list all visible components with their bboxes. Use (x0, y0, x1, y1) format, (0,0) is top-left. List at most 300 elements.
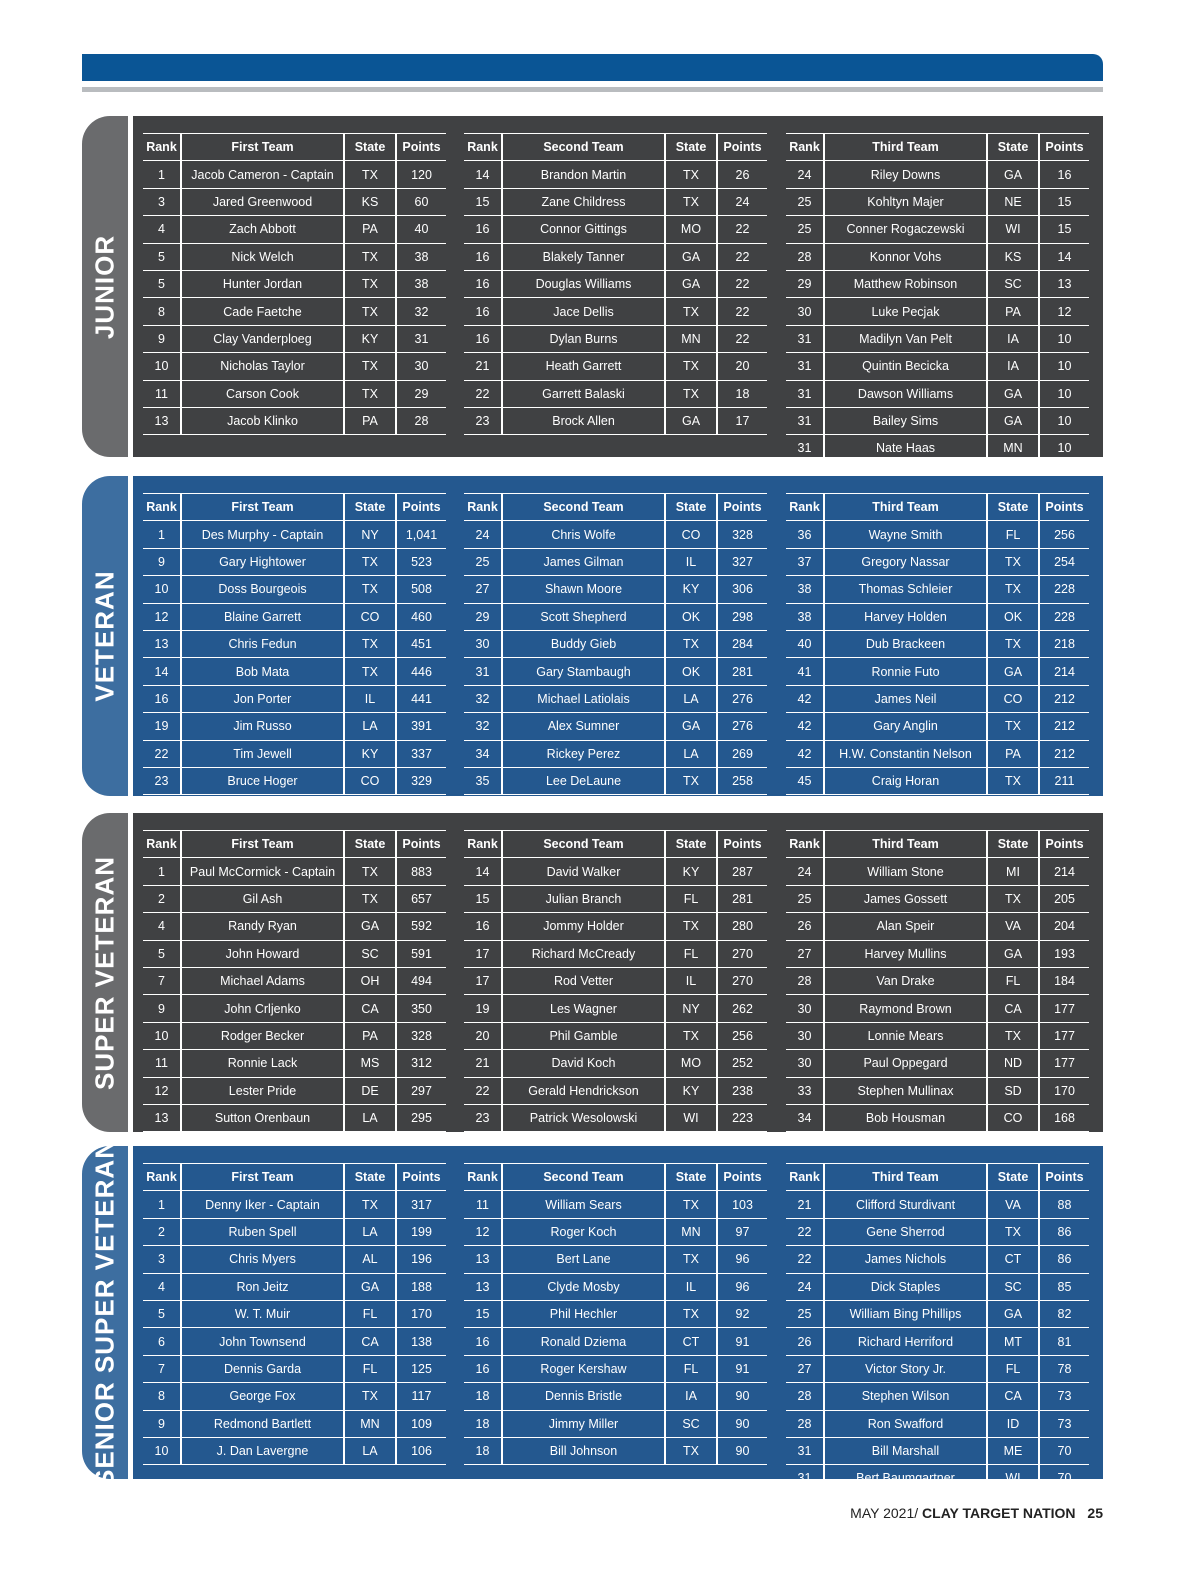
name-cell: J. Dan Lavergne (181, 1437, 344, 1464)
header-points: Points (396, 134, 446, 161)
header-rank: Rank (143, 1164, 181, 1191)
name-cell: Rodger Becker (181, 1022, 344, 1049)
state-cell: TX (987, 630, 1039, 657)
table-row (143, 188, 446, 215)
points-cell: 350 (396, 995, 446, 1022)
points-cell: 20 (717, 353, 767, 380)
rank-cell: 19 (464, 995, 502, 1022)
empty-row (464, 1465, 767, 1492)
team-table-first (143, 133, 446, 462)
rank-cell: 5 (143, 270, 181, 297)
table-row (464, 161, 767, 188)
name-cell: Ruben Spell (181, 1218, 344, 1245)
name-cell: Douglas Williams (502, 270, 665, 297)
name-cell: Quintin Becicka (824, 353, 987, 380)
header-team: Second Team (502, 831, 665, 858)
state-cell: DE (344, 1077, 396, 1104)
name-cell: Blakely Tanner (502, 243, 665, 270)
points-cell: 188 (396, 1273, 446, 1300)
state-cell: TX (344, 576, 396, 603)
header-points: Points (1039, 831, 1089, 858)
header-state: State (344, 1164, 396, 1191)
table-row (786, 270, 1089, 297)
name-cell: Roger Koch (502, 1218, 665, 1245)
table-row (464, 1077, 767, 1104)
points-cell: 10 (1039, 380, 1089, 407)
table-row (143, 630, 446, 657)
points-cell: 276 (717, 713, 767, 740)
header-state: State (987, 831, 1039, 858)
rank-cell: 31 (786, 407, 824, 434)
points-cell: 90 (717, 1437, 767, 1464)
points-cell: 170 (1039, 1077, 1089, 1104)
state-cell: OK (665, 658, 717, 685)
state-cell: SD (987, 1077, 1039, 1104)
points-cell: 328 (396, 1022, 446, 1049)
table-row (464, 188, 767, 215)
rank-cell: 30 (786, 995, 824, 1022)
name-cell: Lee DeLaune (502, 767, 665, 794)
rank-cell: 28 (786, 243, 824, 270)
rank-cell: 5 (143, 940, 181, 967)
name-cell: Kohltyn Majer (824, 188, 987, 215)
table-row (464, 407, 767, 434)
rank-cell: 24 (464, 521, 502, 548)
table-row (786, 1383, 1089, 1410)
table-row (464, 325, 767, 352)
table-row (786, 885, 1089, 912)
table-row (786, 1104, 1089, 1131)
state-cell: GA (987, 1300, 1039, 1327)
rank-cell: 35 (464, 767, 502, 794)
points-cell: 10 (1039, 353, 1089, 380)
state-cell: TX (665, 913, 717, 940)
name-cell: Jim Russo (181, 713, 344, 740)
rank-cell: 22 (786, 1246, 824, 1273)
table-row (464, 603, 767, 630)
state-cell: CA (344, 1328, 396, 1355)
table-row (143, 1437, 446, 1464)
state-cell: GA (987, 161, 1039, 188)
header-team: First Team (181, 1164, 344, 1191)
table-row (143, 1077, 446, 1104)
name-cell: John Townsend (181, 1328, 344, 1355)
header-rank: Rank (143, 494, 181, 521)
name-cell: Harvey Holden (824, 603, 987, 630)
points-cell: 460 (396, 603, 446, 630)
table-row (143, 1300, 446, 1327)
points-cell: 12 (1039, 298, 1089, 325)
points-cell: 193 (1039, 940, 1089, 967)
name-cell: Buddy Gieb (502, 630, 665, 657)
header-points: Points (717, 494, 767, 521)
team-table-second (464, 133, 767, 462)
table-row (143, 1246, 446, 1273)
name-cell: Michael Adams (181, 967, 344, 994)
table-row (143, 1328, 446, 1355)
state-cell: KY (344, 325, 396, 352)
name-cell: George Fox (181, 1383, 344, 1410)
rank-cell: 31 (786, 353, 824, 380)
state-cell: FL (344, 1300, 396, 1327)
table-row (143, 713, 446, 740)
name-cell: Gary Hightower (181, 548, 344, 575)
points-cell: 17 (717, 407, 767, 434)
team-table-first (143, 1163, 446, 1492)
points-cell: 306 (717, 576, 767, 603)
points-cell: 657 (396, 885, 446, 912)
rank-cell: 34 (464, 740, 502, 767)
state-cell: TX (344, 270, 396, 297)
state-cell: OK (665, 603, 717, 630)
name-cell: Lonnie Mears (824, 1022, 987, 1049)
name-cell: Dawson Williams (824, 380, 987, 407)
header-team: Third Team (824, 494, 987, 521)
rank-cell: 28 (786, 1383, 824, 1410)
rank-cell: 7 (143, 967, 181, 994)
state-cell: TX (987, 1218, 1039, 1245)
header-points: Points (1039, 134, 1089, 161)
state-cell: TX (344, 1383, 396, 1410)
name-cell: W. T. Muir (181, 1300, 344, 1327)
rank-cell: 10 (143, 1437, 181, 1464)
name-cell: Zach Abbott (181, 216, 344, 243)
state-cell: TX (987, 548, 1039, 575)
points-cell: 92 (717, 1300, 767, 1327)
table-header-row (143, 494, 446, 521)
rank-cell: 26 (786, 913, 824, 940)
team-table-second (464, 830, 767, 1132)
name-cell: Rod Vetter (502, 967, 665, 994)
team-table-third (786, 1163, 1089, 1493)
table-row (786, 685, 1089, 712)
name-cell: Craig Horan (824, 767, 987, 794)
state-cell: TX (344, 548, 396, 575)
team-table-third (786, 493, 1089, 795)
table-row (786, 1191, 1089, 1218)
table-row (464, 1300, 767, 1327)
name-cell: Des Murphy - Captain (181, 521, 344, 548)
section-veteran (82, 476, 1103, 796)
name-cell: Nick Welch (181, 243, 344, 270)
points-cell: 22 (717, 216, 767, 243)
name-cell: Madilyn Van Pelt (824, 325, 987, 352)
state-cell: FL (987, 1355, 1039, 1382)
name-cell: Nate Haas (824, 435, 987, 462)
name-cell: Paul Oppegard (824, 1050, 987, 1077)
state-cell: OH (344, 967, 396, 994)
header-state: State (344, 831, 396, 858)
points-cell: 22 (717, 325, 767, 352)
rank-cell: 30 (464, 630, 502, 657)
rank-cell: 9 (143, 1410, 181, 1437)
state-cell: NE (987, 188, 1039, 215)
rank-cell: 14 (143, 658, 181, 685)
state-cell: NY (344, 521, 396, 548)
name-cell: Gary Stambaugh (502, 658, 665, 685)
name-cell: James Gossett (824, 885, 987, 912)
table-row (464, 380, 767, 407)
points-cell: 199 (396, 1218, 446, 1245)
state-cell: PA (987, 298, 1039, 325)
name-cell: Richard McCready (502, 940, 665, 967)
table-header-row (786, 1164, 1089, 1191)
points-cell: 117 (396, 1383, 446, 1410)
points-cell: 70 (1039, 1437, 1089, 1464)
points-cell: 125 (396, 1355, 446, 1382)
state-cell: KY (665, 1077, 717, 1104)
table-row (464, 1050, 767, 1077)
table-row (143, 1022, 446, 1049)
name-cell: Conner Rogaczewski (824, 216, 987, 243)
table-row (143, 995, 446, 1022)
state-cell: GA (987, 940, 1039, 967)
state-cell: TX (665, 1022, 717, 1049)
table-row (143, 658, 446, 685)
rank-cell: 9 (143, 995, 181, 1022)
table-row (143, 548, 446, 575)
rank-cell: 15 (464, 1300, 502, 1327)
name-cell: Scott Shepherd (502, 603, 665, 630)
points-cell: 40 (396, 216, 446, 243)
section-tab (82, 1138, 128, 1487)
table-row (143, 940, 446, 967)
table-row (464, 940, 767, 967)
state-cell: TX (344, 353, 396, 380)
name-cell: David Walker (502, 858, 665, 885)
name-cell: Jimmy Miller (502, 1410, 665, 1437)
rank-cell: 5 (143, 1300, 181, 1327)
rank-cell: 13 (143, 407, 181, 434)
header-points: Points (396, 1164, 446, 1191)
rank-cell: 16 (464, 325, 502, 352)
name-cell: Jommy Holder (502, 913, 665, 940)
table-row (786, 576, 1089, 603)
state-cell: MN (987, 435, 1039, 462)
name-cell: Redmond Bartlett (181, 1410, 344, 1437)
table-header-row (464, 494, 767, 521)
state-cell: TX (665, 1246, 717, 1273)
state-cell: IL (665, 548, 717, 575)
name-cell: Raymond Brown (824, 995, 987, 1022)
state-cell: WI (987, 1465, 1039, 1492)
table-row (143, 740, 446, 767)
points-cell: 508 (396, 576, 446, 603)
table-row (786, 740, 1089, 767)
rank-cell: 11 (143, 380, 181, 407)
points-cell: 26 (717, 161, 767, 188)
rank-cell: 1 (143, 161, 181, 188)
name-cell: Stephen Mullinax (824, 1077, 987, 1104)
points-cell: 38 (396, 270, 446, 297)
name-cell: Jon Porter (181, 685, 344, 712)
rank-cell: 13 (464, 1246, 502, 1273)
name-cell: Bert Baumgartner (824, 1465, 987, 1492)
points-cell: 177 (1039, 995, 1089, 1022)
name-cell: William Sears (502, 1191, 665, 1218)
table-row (464, 1246, 767, 1273)
section-junior (82, 116, 1103, 457)
state-cell: TX (987, 713, 1039, 740)
name-cell: Blaine Garrett (181, 603, 344, 630)
table-row (786, 161, 1089, 188)
state-cell: TX (665, 767, 717, 794)
state-cell: FL (987, 521, 1039, 548)
state-cell: KS (344, 188, 396, 215)
table-row (143, 1383, 446, 1410)
section-senior-super-veteran (82, 1138, 1103, 1487)
points-cell: 317 (396, 1191, 446, 1218)
points-cell: 298 (717, 603, 767, 630)
table-row (143, 685, 446, 712)
name-cell: David Koch (502, 1050, 665, 1077)
state-cell: SC (344, 940, 396, 967)
table-row (464, 548, 767, 575)
name-cell: Bert Lane (502, 1246, 665, 1273)
rank-cell: 21 (786, 1191, 824, 1218)
state-cell: MT (987, 1328, 1039, 1355)
points-cell: 883 (396, 858, 446, 885)
table-header-row (464, 134, 767, 161)
name-cell: Jacob Klinko (181, 407, 344, 434)
name-cell: James Nichols (824, 1246, 987, 1273)
header-points: Points (1039, 1164, 1089, 1191)
header-team: Second Team (502, 134, 665, 161)
header-team: Third Team (824, 831, 987, 858)
rank-cell: 16 (464, 913, 502, 940)
table-row (143, 603, 446, 630)
points-cell: 22 (717, 298, 767, 325)
name-cell: Jared Greenwood (181, 188, 344, 215)
points-cell: 177 (1039, 1022, 1089, 1049)
table-row (786, 243, 1089, 270)
table-row (143, 325, 446, 352)
name-cell: William Bing Phillips (824, 1300, 987, 1327)
points-cell: 88 (1039, 1191, 1089, 1218)
team-table-third (786, 830, 1089, 1132)
table-header-row (464, 831, 767, 858)
table-row (143, 407, 446, 434)
state-cell: GA (987, 658, 1039, 685)
name-cell: Brock Allen (502, 407, 665, 434)
table-row (786, 1410, 1089, 1437)
rank-cell: 11 (143, 1050, 181, 1077)
rank-cell: 17 (464, 940, 502, 967)
name-cell: Chris Fedun (181, 630, 344, 657)
name-cell: Carson Cook (181, 380, 344, 407)
header-points: Points (396, 831, 446, 858)
state-cell: TX (344, 630, 396, 657)
table-row (464, 353, 767, 380)
header-bar (82, 54, 1103, 81)
rank-cell: 14 (464, 161, 502, 188)
header-points: Points (717, 134, 767, 161)
rank-cell: 4 (143, 216, 181, 243)
empty-row (143, 1465, 446, 1492)
name-cell: Chris Wolfe (502, 521, 665, 548)
header-rank: Rank (786, 494, 824, 521)
table-row (464, 1383, 767, 1410)
points-cell: 184 (1039, 967, 1089, 994)
points-cell: 592 (396, 913, 446, 940)
name-cell: Bill Johnson (502, 1437, 665, 1464)
header-state: State (665, 1164, 717, 1191)
team-table-second (464, 493, 767, 795)
table-row (786, 298, 1089, 325)
points-cell: 60 (396, 188, 446, 215)
table-row (143, 767, 446, 794)
header-state: State (665, 831, 717, 858)
rank-cell: 32 (464, 685, 502, 712)
points-cell: 78 (1039, 1355, 1089, 1382)
name-cell: Victor Story Jr. (824, 1355, 987, 1382)
table-row (464, 885, 767, 912)
name-cell: Tim Jewell (181, 740, 344, 767)
rank-cell: 12 (464, 1218, 502, 1245)
points-cell: 391 (396, 713, 446, 740)
name-cell: Zane Childress (502, 188, 665, 215)
state-cell: FL (987, 967, 1039, 994)
rank-cell: 30 (786, 298, 824, 325)
state-cell: PA (344, 407, 396, 434)
name-cell: Clifford Sturdivant (824, 1191, 987, 1218)
name-cell: Michael Latiolais (502, 685, 665, 712)
table-row (143, 913, 446, 940)
rank-cell: 38 (786, 576, 824, 603)
header-rank: Rank (143, 831, 181, 858)
rank-cell: 18 (464, 1383, 502, 1410)
name-cell: Lester Pride (181, 1077, 344, 1104)
name-cell: Clyde Mosby (502, 1273, 665, 1300)
table-row (464, 740, 767, 767)
state-cell: NY (665, 995, 717, 1022)
header-rank: Rank (786, 831, 824, 858)
rank-cell: 42 (786, 685, 824, 712)
header-rank: Rank (464, 1164, 502, 1191)
name-cell: Phil Hechler (502, 1300, 665, 1327)
table-row (464, 1437, 767, 1464)
rank-cell: 23 (464, 407, 502, 434)
header-team: First Team (181, 831, 344, 858)
state-cell: CT (665, 1328, 717, 1355)
table-header-row (786, 134, 1089, 161)
rank-cell: 22 (464, 380, 502, 407)
state-cell: MI (987, 858, 1039, 885)
state-cell: IA (987, 325, 1039, 352)
state-cell: GA (987, 380, 1039, 407)
team-table-second (464, 1163, 767, 1492)
rank-cell: 14 (464, 858, 502, 885)
rank-cell: 25 (786, 1300, 824, 1327)
state-cell: VA (987, 1191, 1039, 1218)
rank-cell: 3 (143, 1246, 181, 1273)
rank-cell: 31 (786, 1437, 824, 1464)
table-row (464, 713, 767, 740)
table-row (464, 685, 767, 712)
rank-cell: 22 (464, 1077, 502, 1104)
table-row (464, 630, 767, 657)
points-cell: 96 (717, 1246, 767, 1273)
header-points: Points (396, 494, 446, 521)
rank-cell: 1 (143, 521, 181, 548)
name-cell: Ron Jeitz (181, 1273, 344, 1300)
name-cell: James Neil (824, 685, 987, 712)
table-row (786, 1437, 1089, 1464)
points-cell: 205 (1039, 885, 1089, 912)
name-cell: Konnor Vohs (824, 243, 987, 270)
rank-cell: 25 (786, 885, 824, 912)
points-cell: 214 (1039, 658, 1089, 685)
